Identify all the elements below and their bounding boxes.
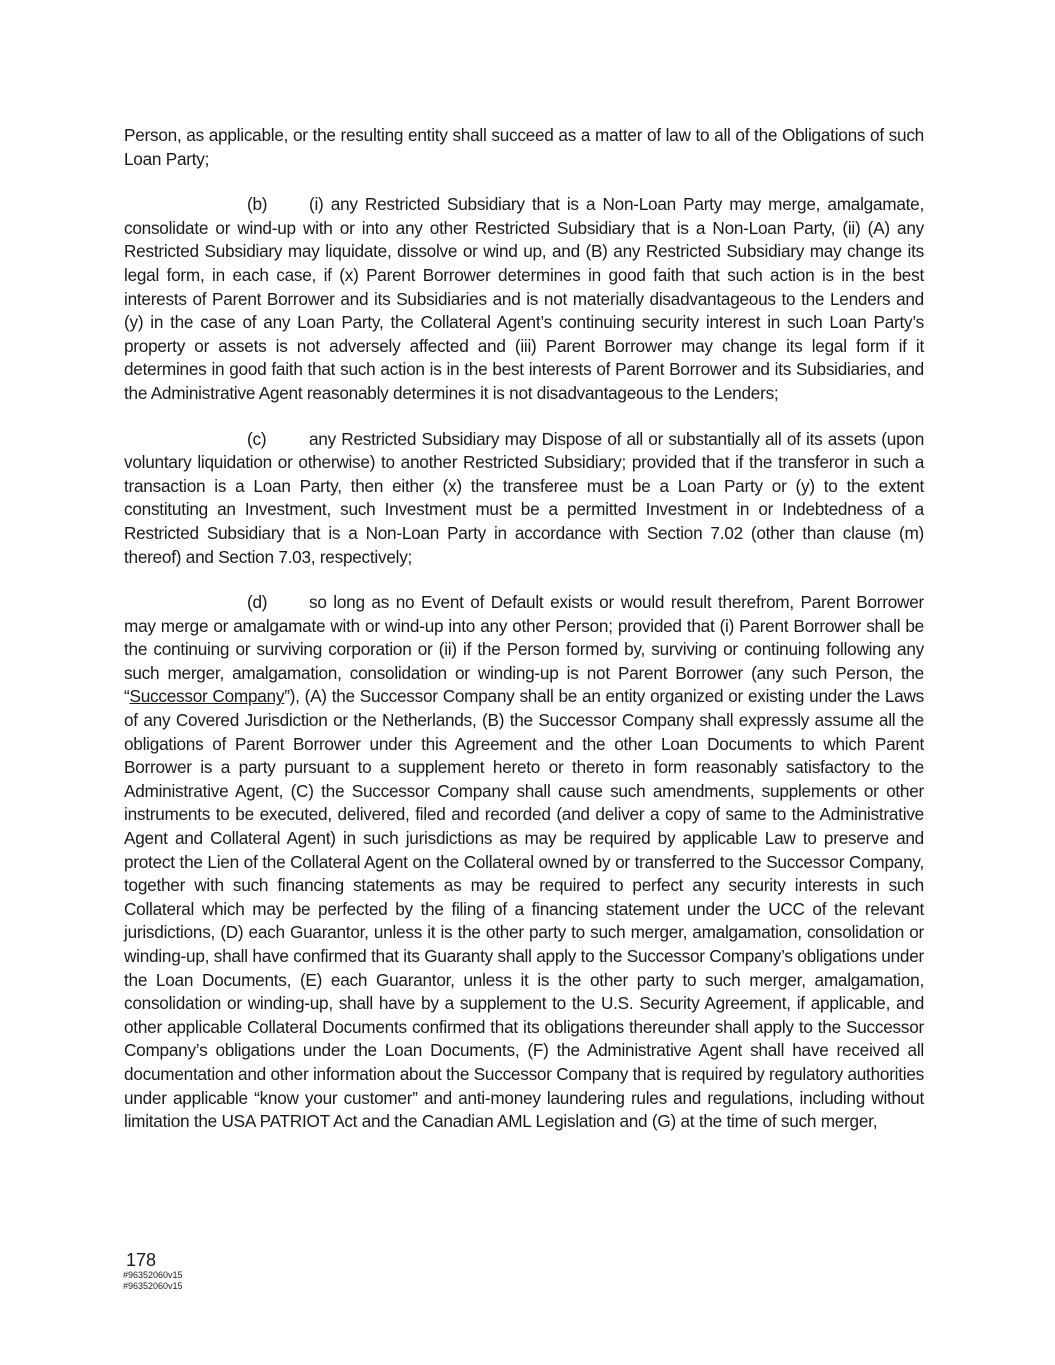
paragraph-d-text-after: ”), (A) the Successor Company shall be an entity organized or existing under the Laws of any Covered Jurisdiction or the Netherlands, (B) the Successor Company shall expressly assume all the obligations of Parent Borrower under this Agreement and the other Loan Documents to which Parent Borrower is a party pursuant to a supplement hereto or thereto in form reasonably satisfactory to the Administrative Agent, (C) the Successor Company shall cause such amendments, supplements or other instruments to be executed, delivered, filed and recorded (and deliver a copy of same to the Administrative Agent and Collateral Agent) in such jurisdictions as may be required by applicable Law to preserve and protect the Lien of the Collateral Agent on the Collateral owned by or transferred to the Successor Company, together with such financing statements as may be required to perfect any security interests in such Collateral which may be perfected by the filing of a financing statement under the UCC of the relevant jurisdictions, (D) each Guarantor, unless it is the other party to such merger, amalgamation, consolidation or winding-up, shall have confirmed that its Guaranty shall apply to the Successor Company’s obligations under the Loan Documents, (E) each Guarantor, unless it is the other party to such merger, amalgamation, consolidation or winding-up, shall have by a supplement to the U.S. Security Agreement, if applicable, and other applicable Collateral Documents confirmed that its obligations thereunder shall apply to the Successor Company’s obligations under the Loan Documents, (F) the Administrative Agent shall have received all documentation and other information about the Successor Company that is required by regulatory authorities under applicable “know your customer” and anti-money laundering rules and regulations, including without limitation the USA PATRIOT Act and the Canadian AML Legislation and (G) at the time of such merger, [124, 686, 924, 1132]
paragraph-a-continuation: Person, as applicable, or the resulting entity shall succeed as a matter of law to all of the Obligations of such Loan Party; [124, 125, 924, 169]
paragraph-d-text-before: so long as no Event of Default exists or would result therefrom, Parent Borrower may merge or amalgamate with or wind-up into any other Person; provided that (i) Parent Borrower shall be the continuing or surviving corporation or (ii) if the Person formed by, surviving or continuing following any such merger, amalgamation, consolidation or winding-up is not Parent Borrower (any such Person, the “ [124, 592, 924, 707]
paragraph-d-label: (d) [247, 592, 268, 613]
paragraph-b-label: (b) [247, 194, 268, 215]
paragraph-d [124, 591, 924, 1134]
paragraph-b [124, 193, 924, 405]
paragraph-b-text: (i) any Restricted Subsidiary that is a Non-Loan Party may merge, amalgamate, consolidate or wind-up with or into any other Restricted Subsidiary that is a Non-Loan Party, (ii) (A) any Restricted Subsidiary may liquidate, dissolve or wind up, and (B) any Restricted Subsidiary may change its legal form, in each case, if (x) Parent Borrower determines in good faith that such action is in the best interests of Parent Borrower and its Subsidiaries and is not materially disadvantageous to the Lenders and (y) in the case of any Loan Party, the Collateral Agent’s continuing security interest in such Loan Party’s property or assets is not adversely affected and (iii) Parent Borrower may change its legal form if it determines in good faith that such action is in the best interests of Parent Borrower and its Subsidiaries, and the Administrative Agent reasonably determines it is not disadvantageous to the Lenders; [124, 194, 924, 403]
defined-term-successor-company: Successor Company [129, 686, 285, 707]
page-number: 178 [126, 1250, 157, 1270]
paragraph-c-label: (c) [247, 428, 267, 449]
document-id: #96352060v15 [123, 1270, 183, 1280]
paragraph-c [124, 428, 924, 570]
document-page [124, 124, 924, 1156]
paragraph-c-text: any Restricted Subsidiary may Dispose of all or substantially all of its assets (upon voluntary liquidation or otherwise) to another Restricted Subsidiary; provided that if the transferor in such a transaction is a Loan Party, then either (x) the transferee must be a Loan Party or (y) to the extent constituting an Investment, such Investment must be a permitted Investment in or Indebtedness of a Restricted Subsidiary that is a Non-Loan Party in accordance with Section 7.02 (other than clause (m) thereof) and Section 7.03, respectively; [124, 428, 924, 567]
page-footer [123, 1250, 183, 1292]
document-id: #96352060v15 [123, 1281, 183, 1291]
